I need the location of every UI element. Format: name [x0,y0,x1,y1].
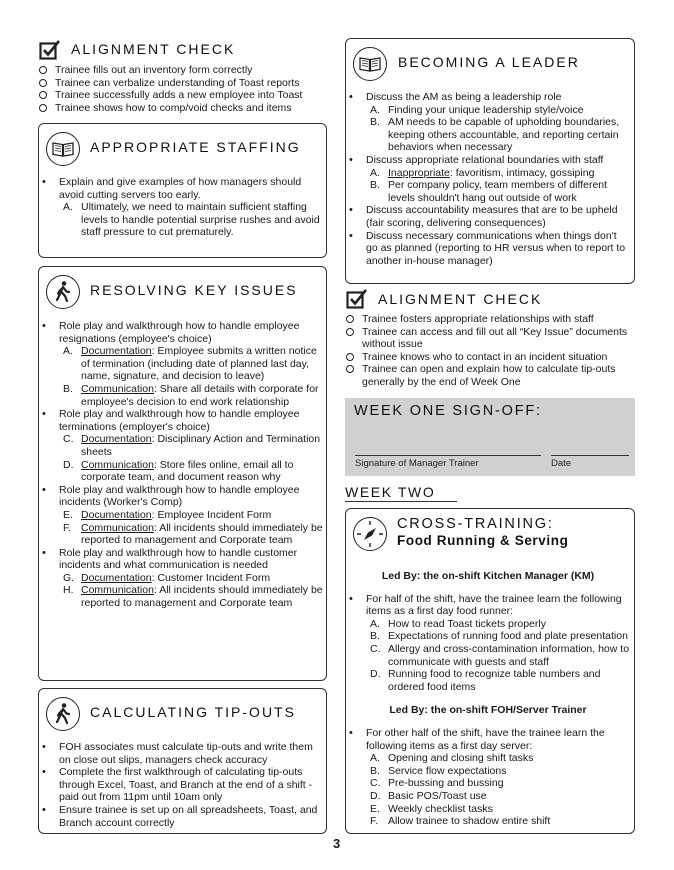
list-item: Trainee successfully adds a new employee into Toast [38,89,338,102]
cross-sub-2a: A. Opening and closing shift tasks [370,752,534,765]
alignment-check-list [38,64,338,114]
signature-line[interactable] [355,455,541,456]
resolving-bullet-1: • Role play and walkthrough how to handle employee resignations (employee's choice) [39,320,323,345]
resolving-sub-f: F. Communication: All incidents should immediately be reported to management and Corporate team [63,521,323,547]
list-item: Trainee shows how to comp/void checks and items [38,102,338,115]
signoff-title: WEEK ONE SIGN-OFF: [354,403,542,419]
resolving-sub-a: A. Documentation: Employee submits a written notice of termination (including date of planned last day, name, signature, and decision to leave) [63,345,317,383]
alignment-check-list-2 [345,313,635,389]
staffing-bullet: • Explain and give examples of how managers should avoid cutting servers too early. [39,176,321,201]
tipouts-bullet-3: • Ensure trainee is set up on all spreadsheets, Toast, and Branch account correctly [39,804,321,829]
resolving-bullet-3: • Role play and walkthrough how to handle employee incidents (Worker's Comp) [39,484,323,509]
book-icon [46,132,80,166]
resolving-title: RESOLVING KEY ISSUES [90,282,298,298]
resolving-sub-d: D. Communication: Store files online, email all to corporate team, and document reason why [63,458,294,484]
cross-sub-2c: C. Pre-bussing and bussing [370,777,504,790]
alignment-check-title: ALIGNMENT CHECK [71,41,236,57]
resolving-sub-b: B. Communication: Share all details with corporate for employee's decision to end work relationship [63,382,319,408]
leader-bullet-2: • Discuss appropriate relational boundaries with staff [346,154,630,167]
list-item: Trainee fills out an inventory form correctly [38,64,338,77]
leader-bullet-4: • Discuss necessary communications when things don't go as planned (reporting to HR versus when to report to another in-house manager) [346,230,630,268]
walking-person-icon [46,275,80,309]
cross-sub-2d: D. Basic POS/Toast use [370,789,487,802]
cross-training-title: CROSS-TRAINING: [397,516,554,532]
date-label: Date [551,458,572,469]
cross-sub-1c: C. Allergy and cross-contamination information, how to communicate with guests and staff [370,642,630,668]
tipouts-bullet-2: • Complete the first walkthrough of calculating tip-outs through Excel, Toast, and Branch at the end of a shift - paid out from 11pm until 10am only [39,766,321,804]
alignment-check-title-2: ALIGNMENT CHECK [378,291,543,307]
resolving-sub-g: G. Documentation: Customer Incident Form [63,571,271,584]
cross-training-box [345,508,635,834]
week-two-underline [345,501,457,502]
tipouts-bullet-1: • FOH associates must calculate tip-outs and write them on close out slips, managers check accuracy [39,741,321,766]
leader-sub-1b: B. AM needs to be capable of upholding boundaries, keeping others accountable, and reporting certain behaviors when necessary [370,116,620,154]
led-by-km: Led By: the on-shift Kitchen Manager (KM) [381,569,595,582]
leader-sub-1a: A. Finding your unique leadership style/voice [370,103,584,116]
leader-sub-2a: A. Inappropriate: favoritism, intimacy, gossiping [370,166,595,179]
led-by-trainer: Led By: the on-shift FOH/Server Trainer [389,703,587,716]
tipouts-box [38,688,327,834]
cross-training-subtitle: Food Running & Serving [397,533,569,548]
date-line[interactable] [551,455,629,456]
checkbox-icon [346,288,368,314]
week-two-heading: WEEK TWO [345,484,436,500]
staffing-box [38,123,327,258]
list-item: Trainee can open and explain how to calculate tip-outs generally by the end of Week One [345,363,635,388]
resolving-box [38,266,327,681]
page-number: 3 [333,836,341,851]
resolving-sub-h: H. Communication: All incidents should immediately be reported to management and Corporate team [63,584,323,610]
list-item: Trainee fosters appropriate relationships with staff [345,313,635,326]
book-icon [353,47,387,81]
checkbox-icon [39,39,61,65]
staffing-sub-a: A. Ultimately, we need to maintain sufficient staffing levels to handle potential surprise rushes and avoid staff pressure to cut prematurely. [63,201,320,239]
resolving-sub-e: E. Documentation: Employee Incident Form [63,508,272,521]
staffing-title: APPROPRIATE STAFFING [90,139,301,155]
signoff-panel [345,398,635,476]
leader-bullet-1: • Discuss the AM as being a leadership role [346,91,630,104]
leader-title: BECOMING A LEADER [398,54,580,70]
walking-person-icon [46,697,80,731]
cross-bullet-2: • For other half of the shift, have the trainee learn the following items as a first day server: [346,727,630,752]
resolving-sub-c: C. Documentation: Disciplinary Action and Termination sheets [63,433,321,458]
cross-sub-1b: B. Expectations of running food and plate presentation [370,630,628,643]
list-item: Trainee can verbalize understanding of Toast reports [38,77,338,90]
list-item: Trainee can access and fill out all “Key Issue” documents without issue [345,326,635,351]
list-item: Trainee knows who to contact in an incident situation [345,351,635,364]
cross-sub-1d: D. Running food to recognize table numbers and ordered food items [370,668,601,693]
leader-bullet-3: • Discuss accountability measures that are to be upheld (fair scoring, delivering consequences) [346,204,630,229]
cross-sub-2e: E. Weekly checklist tasks [370,802,493,815]
resolving-bullet-4: • Role play and walkthrough how to handle customer incidents and what communication is needed [39,547,323,572]
compass-icon [353,517,387,551]
cross-bullet-1: • For half of the shift, have the trainee learn the following items as a first day food runner: [346,593,630,618]
leader-box [345,38,635,284]
cross-sub-2b: B. Service flow expectations [370,764,507,777]
leader-sub-2b: B. Per company policy, team members of different levels shouldn't hang out outside of work [370,179,608,204]
cross-sub-1a: A. How to read Toast tickets properly [370,617,546,630]
tipouts-title: CALCULATING TIP-OUTS [90,704,296,720]
resolving-bullet-2: • Role play and walkthrough how to handle employee terminations (employer's choice) [39,408,323,433]
signature-label: Signature of Manager Trainer [355,458,479,469]
cross-sub-2f: F. Allow trainee to shadow entire shift [370,815,551,828]
